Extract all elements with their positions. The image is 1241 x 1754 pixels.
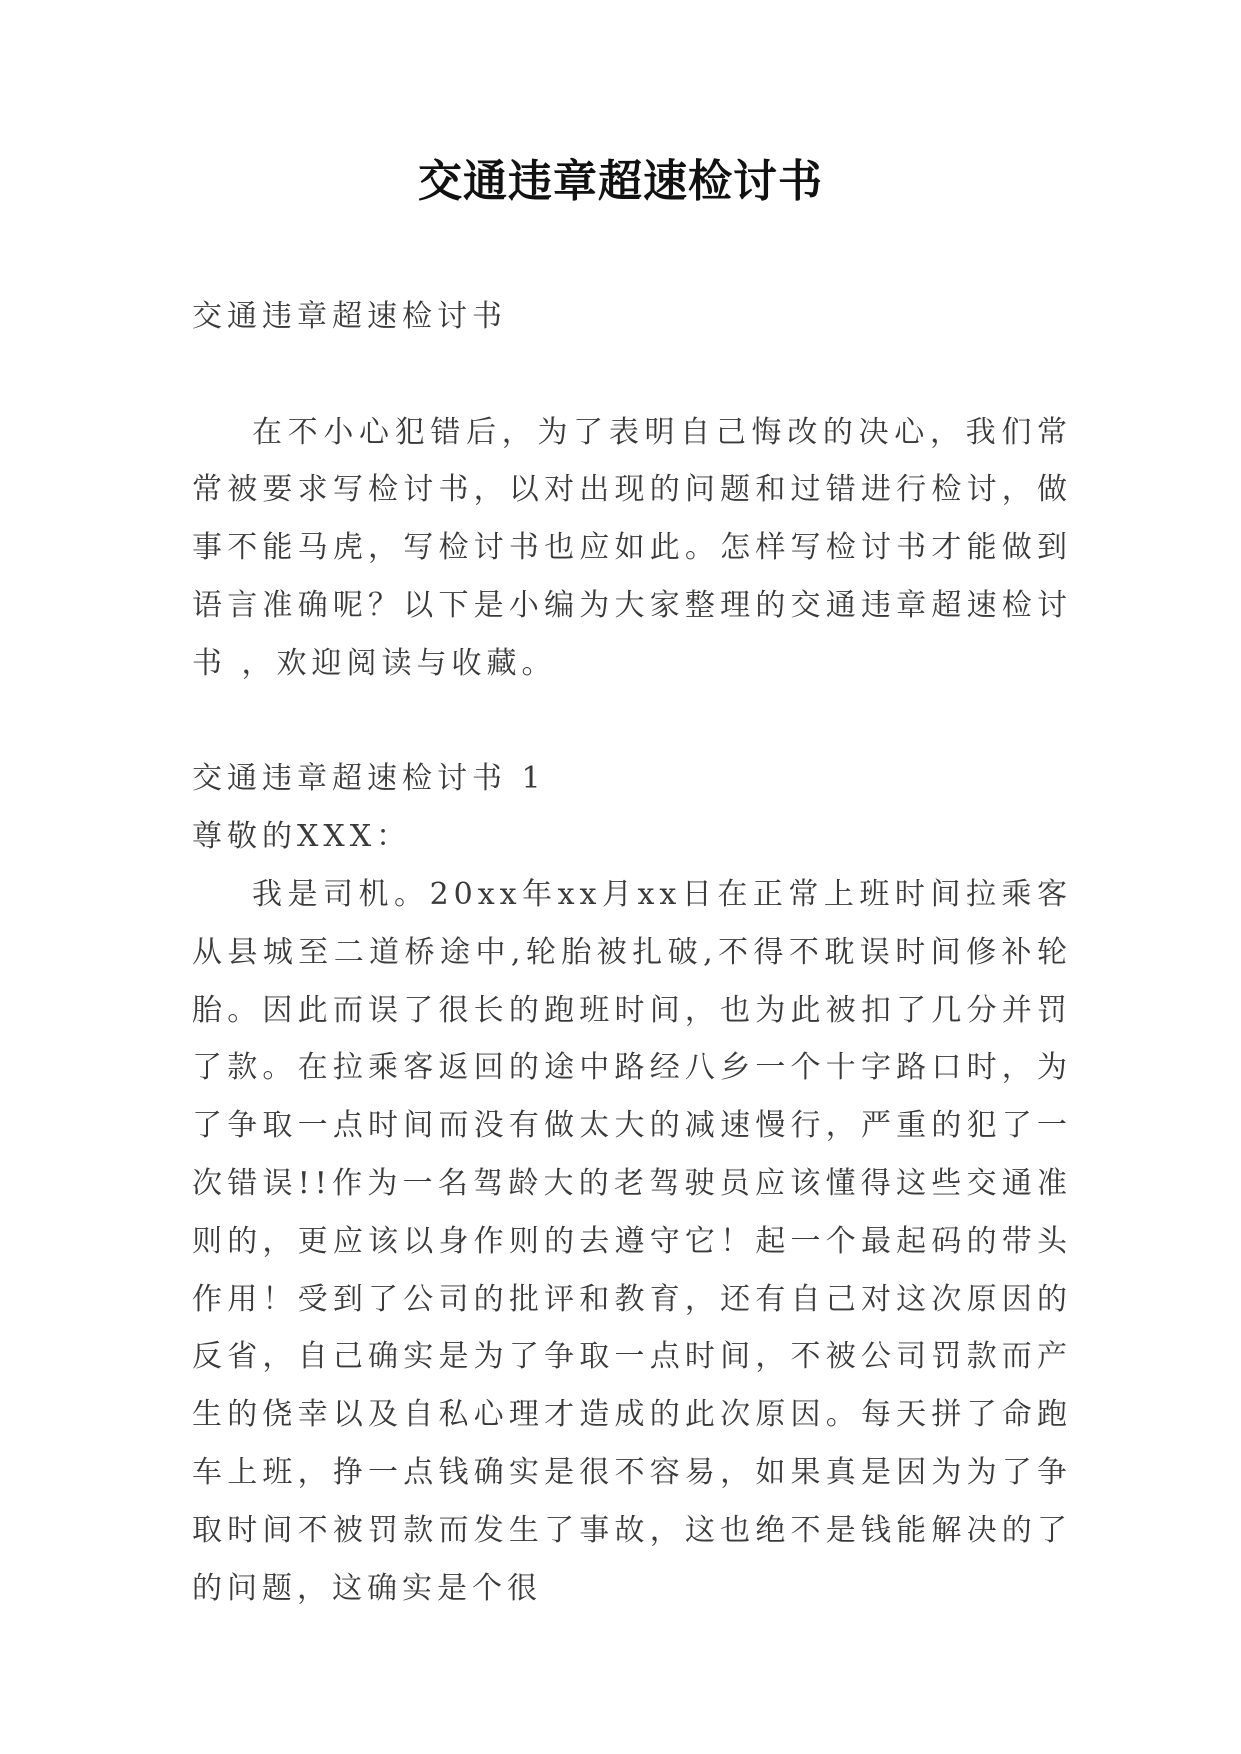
document-title: 交通违章超速检讨书 — [418, 156, 823, 207]
section-heading: 交通违章超速检讨书 1 — [192, 761, 546, 797]
document-subtitle: 交通违章超速检讨书 — [192, 299, 507, 334]
document-body — [192, 288, 1072, 1617]
intro-paragraph: 在不小心犯错后，为了表明自己悔改的决心，我们常常被要求写检讨书，以对出现的问题和过错进行检讨，做事不能马虎，写检讨书也应如此。怎样写检讨书才能做到语言准确呢？以下是小编为大家整理的交通违章超速检讨书 ，欢迎阅读与收藏。 — [192, 414, 1072, 681]
body-paragraph: 我是司机。20xx年xx月xx日在正常上班时间拉乘客从县城至二道桥途中,轮胎被扎破,不得不耽误时间修补轮胎。因此而误了很长的跑班时间，也为此被扣了几分并罚了款。在拉乘客返回的途中路经八乡一个十字路口时，为了争取一点时间而没有做太大的减速慢行，严重的犯了一次错误!!作为一名驾龄大的老驾驶员应该懂得这些交通准则的，更应该以身作则的去遵守它！起一个最起码的带头作用！受到了公司的批评和教育，还有自己对这次原因的反省，自己确实是为了争取一点时间，不被公司罚款而产生的侥幸以及自私心理才造成的此次原因。每天拼了命跑车上班，挣一点钱确实是很不容易，如果真是因为为了争取时间不被罚款而发生了事故，这也绝不是钱能解决的了的问题，这确实是个很 — [192, 876, 1072, 1606]
salutation: 尊敬的XXX： — [192, 819, 412, 855]
